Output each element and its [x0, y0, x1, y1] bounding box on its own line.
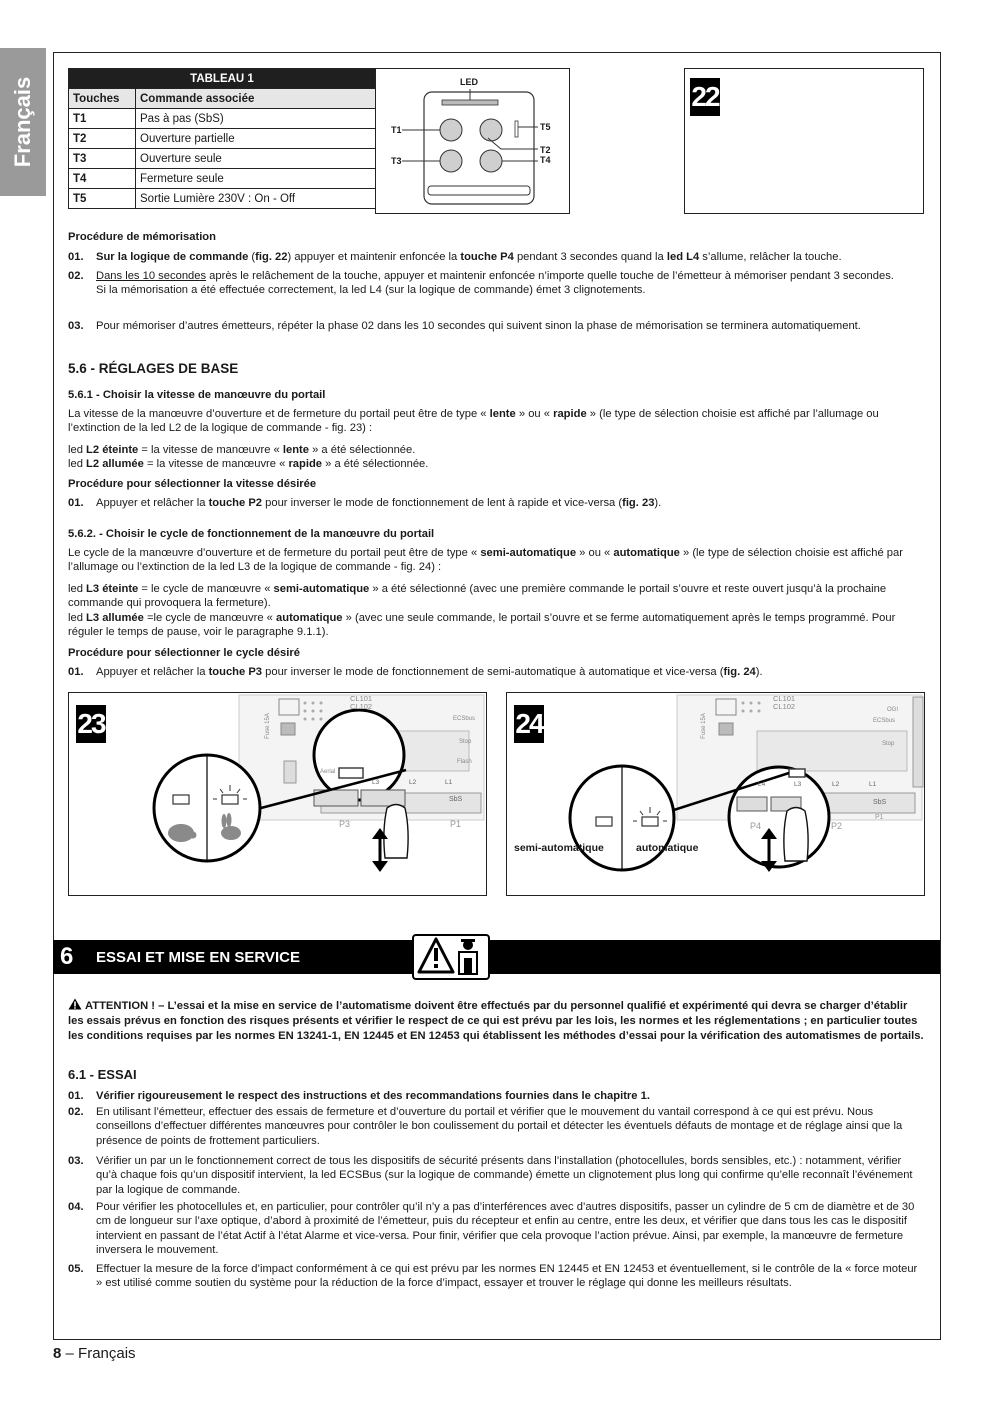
footer-separator: – [61, 1345, 79, 1362]
essai-step-5-number: 05. [68, 1263, 84, 1275]
figure-23 [68, 692, 487, 896]
table-cell-key: T2 [69, 129, 136, 149]
fig24-ecsbus: ECSbus [873, 718, 896, 724]
table-1-title: TABLEAU 1 [69, 69, 376, 89]
memo-step-1-part: pendant 3 secondes quand la [513, 251, 667, 263]
table-cell-key: T4 [69, 169, 136, 189]
cycle-line-part: = le cycle de manœuvre « [138, 583, 274, 595]
section-5-6-2-title: 5.6.2. - Choisir le cycle de fonctionnement de la manœuvre du portail [68, 528, 435, 540]
cycle-step-part: touche P3 [208, 666, 263, 678]
fig24-fuse: Fuse 15A [700, 713, 707, 739]
fig24-cl101: CL101 [773, 694, 796, 703]
fig23-cl101: CL101 [350, 694, 373, 703]
speed-line-part: lente [282, 444, 309, 456]
language-tab [0, 48, 46, 196]
table-cell-command: Ouverture partielle [136, 129, 376, 149]
warning-paragraph [68, 998, 924, 1043]
table-cell-key: T5 [69, 189, 136, 209]
speed-step-part: ). [654, 497, 662, 509]
memo-step-2-underline: Dans les 10 secondes [96, 270, 207, 282]
cycle-line-part: L3 éteinte [86, 583, 139, 595]
table-header-command: Commande associée [136, 89, 376, 109]
table-header-keys: Touches [69, 89, 136, 109]
cycle-paragraph-part: semi-automatique [480, 547, 577, 559]
cycle-line-part: » a été sélectionné (avec une première commande le portail s’ouvre et reste ouvert jusqu’à la prochaine commande qui provoquera la fermeture). [68, 583, 887, 610]
figure-24 [506, 692, 925, 896]
page-footer [53, 1345, 136, 1362]
cycle-led-lines [68, 582, 924, 639]
table-cell-key: T1 [69, 109, 136, 129]
memo-step-2-number: 02. [68, 270, 84, 282]
memo-step-1-part: s’allume, relâcher la touche. [699, 251, 842, 263]
fig23-l1: L1 [445, 779, 453, 786]
memo-step-2-note: Si la mémorisation a été effectuée correctement, la led L4 (sur la logique de commande) émet 3 clignotements. [96, 284, 646, 297]
speed-line-part: » a été sélectionnée. [322, 458, 429, 471]
section-6-title: ESSAI ET MISE EN SERVICE [96, 949, 300, 966]
fig24-l4: L4 [758, 781, 766, 788]
cycle-paragraph [68, 546, 924, 575]
speed-step-number: 01. [68, 497, 84, 509]
fig23-stop: Stop [459, 739, 472, 745]
section-5-6-title: 5.6 - RÉGLAGES DE BASE [68, 361, 239, 376]
memo-step-1-part: fig. 22 [255, 251, 288, 263]
table-cell-key: T3 [69, 149, 136, 169]
essai-step-4: Pour vérifier les photocellules et, en particulier, pour contrôler qu’il n’y a pas d’interférences avec d’autres dispositifs, passer un cylindre de 5 cm de diamètre et de 30 cm de longueur sur l’axe optique, d’abord à proximité de l’émetteur, puis du récepteur et enfin au centre, entre les deux, et vérifier que dans tous les cas le dispositif intervient en passant de l’état Actif à l’état Alarme et vice-versa. Pour finir, vérifier que cela provoque l’action prévue. Ainsi, par exemple, la manœuvre de fermeture inversera le mouvement. [96, 1201, 915, 1256]
essai-step-3: Vérifier un par un le fonctionnement correct de tous les dispositifs de sécurité présents dans l’installation (photocellules, bords sensibles, etc.) : notamment, vérifier qu’à chaque fois qu’un dispositif intervient, la led ECSBus (sur la logique de commande) émette un clignotement plus long qui confirme qu’elle reconnaît l’événement par la logique de commande. [96, 1155, 913, 1196]
cycle-line-part: led [68, 583, 87, 595]
speed-line-part: » a été sélectionnée. [308, 444, 416, 456]
cycle-line-part: automatique [276, 611, 343, 624]
cycle-paragraph-part: » (le type de sélection choisie est affiché par l’allumage ou l’extinction de la led L3 de la logique de commande - fig. 24) : [68, 547, 903, 574]
speed-step [96, 496, 924, 510]
fig23-cl102: CL102 [350, 702, 373, 711]
figure-22-number: 22 [690, 78, 720, 116]
memo-step-2-text: après le relâchement de la touche, appuyer et maintenir enfoncée n’importe quelle touche de l’émetteur à mémoriser pendant 3 secondes. [206, 270, 894, 282]
fig24-p1: P1 [875, 814, 884, 821]
remote-diagram [375, 68, 570, 214]
memo-step-1-part: ) appuyer et maintenir enfoncée la [287, 251, 461, 263]
warning-technician-icon [414, 936, 488, 978]
table-row [69, 129, 376, 149]
fig24-semi-label: semi-automatique [514, 842, 604, 854]
fig24-l3: L3 [794, 781, 802, 788]
speed-line-part: led [68, 444, 87, 456]
table-row [69, 189, 376, 209]
table-1 [68, 68, 376, 209]
fig24-p2: P2 [831, 821, 843, 831]
cycle-line-part: » (avec une seule commande, le portail s’ouvre et se ferme automatiquement après le temps programmé. Pour réguler le temps de pause, voir le paragraphe 9.1.1). [68, 611, 896, 638]
table-cell-command: Sortie Lumière 230V : On - Off [136, 189, 376, 209]
cycle-paragraph-part: automatique [613, 547, 680, 559]
fig23-p1: P1 [450, 819, 462, 829]
cycle-line-part: L3 allumée [86, 611, 144, 624]
table-cell-command: Pas à pas (SbS) [136, 109, 376, 129]
qualified-personnel-icon [412, 934, 490, 980]
figure-24-number: 24 [514, 705, 544, 743]
essai-step-1-number: 01. [68, 1090, 84, 1102]
cycle-line-part: =le cycle de manœuvre « [143, 611, 277, 624]
cycle-step-part: fig. 24 [723, 666, 756, 678]
remote-illustration [376, 69, 569, 213]
cycle-line-part: led [68, 611, 87, 624]
section-5-6-1-title: 5.6.1 - Choisir la vitesse de manœuvre du portail [68, 389, 326, 401]
memo-step-1-part: ( [248, 251, 256, 263]
fig24-ogi: OGI [887, 707, 899, 713]
fig24-l1: L1 [869, 781, 877, 788]
speed-line-part: L2 éteinte [86, 444, 139, 456]
speed-line-part: led [68, 458, 87, 471]
essai-step-4-number: 04. [68, 1201, 84, 1213]
memo-step-3-number: 03. [68, 320, 84, 332]
figure-23-illustration [69, 693, 486, 895]
table-row [69, 109, 376, 129]
speed-step-part: touche P2 [208, 497, 263, 509]
speed-paragraph-part: La vitesse de la manœuvre d’ouverture et de fermeture du portail peut être de type « [68, 408, 490, 420]
speed-step-part: fig. 23 [622, 497, 655, 509]
memo-step-3: Pour mémoriser d’autres émetteurs, répéter la phase 02 dans les 10 secondes qui suivent sinon la phase de mémorisation se terminera automatiquement. [96, 320, 861, 332]
fig23-aerial: Aerial [320, 769, 336, 775]
cycle-paragraph-part: Le cycle de la manœuvre d’ouverture et de fermeture du portail peut être de type « [68, 547, 481, 559]
speed-line-part: = la vitesse de manœuvre « [138, 444, 283, 456]
memo-step-2 [96, 269, 924, 298]
table-row [69, 149, 376, 169]
figure-23-number: 23 [76, 705, 106, 743]
speed-procedure-heading: Procédure pour sélectionner la vitesse désirée [68, 478, 317, 490]
remote-t3-label: T3 [391, 156, 402, 166]
fig24-auto-label: automatique [636, 842, 699, 854]
fig23-l2: L2 [409, 779, 417, 786]
memo-step-1 [96, 250, 924, 264]
fig23-sbs: SbS [449, 796, 463, 803]
fig23-fuse: Fuse 15A [264, 713, 271, 739]
essai-step-3-number: 03. [68, 1155, 84, 1167]
fig23-p3: P3 [339, 819, 351, 829]
cycle-step [96, 665, 924, 679]
cycle-step-part: ). [755, 666, 763, 678]
remote-t5-label: T5 [540, 122, 551, 132]
cycle-step-number: 01. [68, 666, 84, 678]
figure-24-illustration [507, 693, 924, 895]
speed-step-part: Appuyer et relâcher la [96, 497, 209, 509]
cycle-procedure-heading: Procédure pour sélectionner le cycle désiré [68, 647, 300, 659]
warning-triangle-icon [68, 998, 82, 1014]
figure-22 [684, 68, 924, 214]
speed-paragraph [68, 407, 924, 436]
footer-language: Français [78, 1345, 136, 1362]
speed-led-lines [68, 443, 924, 472]
essai-step-5: Effectuer la mesure de la force d’impact conformément à ce qui est prévu par les normes EN 12445 et EN 12453 et éventuellement, si le contrôle de la « force moteur » est utilisé comme soutien du système pour la réduction de la force d’impact, essayer et trouver le réglage qui donne les meilleurs résultats. [96, 1263, 918, 1290]
essai-step-2: En utilisant l’émetteur, effectuer des essais de fermeture et d’ouverture du portail et vérifier que le mouvement du vantail correspond à ce qui est prévu. Nous conseillons d’effectuer différentes manœuvres pour contrôler le bon coulissement du portail et détecter les éventuels défauts de montage et de réglage ainsi que la présence de points de frottement particuliers. [96, 1106, 903, 1147]
essai-step-1: Vérifier rigoureusement le respect des instructions et des recommandations fournies dans le chapitre 1. [96, 1090, 650, 1102]
section-6-number: 6 [60, 943, 74, 970]
speed-paragraph-part: lente [489, 408, 516, 420]
remote-led-label: LED [460, 77, 478, 87]
cycle-paragraph-part: » ou « [576, 547, 614, 559]
essai-step-2-number: 02. [68, 1106, 84, 1118]
fig24-cl102: CL102 [773, 702, 796, 711]
fig24-sbs: SbS [873, 799, 887, 806]
speed-line-part: L2 allumée [86, 458, 144, 471]
fig23-flash: Flash [457, 759, 472, 765]
page-number: 8 [53, 1345, 62, 1362]
table-cell-command: Ouverture seule [136, 149, 376, 169]
memo-heading: Procédure de mémorisation [68, 231, 216, 243]
memo-step-1-number: 01. [68, 251, 84, 263]
fig23-l3: L3 [372, 779, 380, 786]
section-6-1-title: 6.1 - ESSAI [68, 1067, 137, 1082]
remote-t4-label: T4 [540, 155, 551, 165]
fig23-ecsbus: ECSbus [453, 716, 476, 722]
remote-t2-label: T2 [540, 145, 551, 155]
speed-paragraph-part: » (le type de sélection choisie est affiché par l’allumage ou l’extinction de la led L2 de la logique de commande - fig. 23) : [68, 408, 879, 435]
memo-step-1-part: Sur la logique de commande [96, 251, 249, 263]
cycle-step-part: pour inverser le mode de fonctionnement de semi-automatique à automatique et vice-versa ( [262, 666, 724, 678]
cycle-step-part: Appuyer et relâcher la [96, 666, 209, 678]
speed-line-part: = la vitesse de manœuvre « [143, 458, 289, 471]
speed-paragraph-part: rapide [553, 408, 587, 420]
table-row [69, 169, 376, 189]
memo-step-1-part: led L4 [666, 251, 700, 263]
table-cell-command: Fermeture seule [136, 169, 376, 189]
fig24-l2: L2 [832, 781, 840, 788]
fig24-p4: P4 [750, 821, 762, 831]
speed-step-part: pour inverser le mode de fonctionnement de lent à rapide et vice-versa ( [262, 497, 623, 509]
warning-text: ATTENTION ! – L’essai et la mise en service de l’automatisme doivent être effectués par du personnel qualifié et expérimenté qui devra se charger d’établir les essais prévus en fonction des risques présents et vérifier le respect de ce qui est prévu par les lois, les normes et les réglementations ; en particulier toutes les conditions requises par les normes EN 13241-1, EN 12445 et EN 12453 qui établissent les méthodes d’essai pour la vérification des automatismes de portails. [68, 1000, 924, 1042]
remote-t1-label: T1 [391, 125, 402, 135]
speed-line-part: rapide [288, 458, 323, 471]
fig24-stop: Stop [882, 741, 895, 747]
speed-paragraph-part: » ou « [515, 408, 554, 420]
memo-step-1-part: touche P4 [460, 251, 514, 263]
cycle-line-part: semi-automatique [273, 583, 370, 595]
language-tab-label: Français [10, 76, 35, 168]
